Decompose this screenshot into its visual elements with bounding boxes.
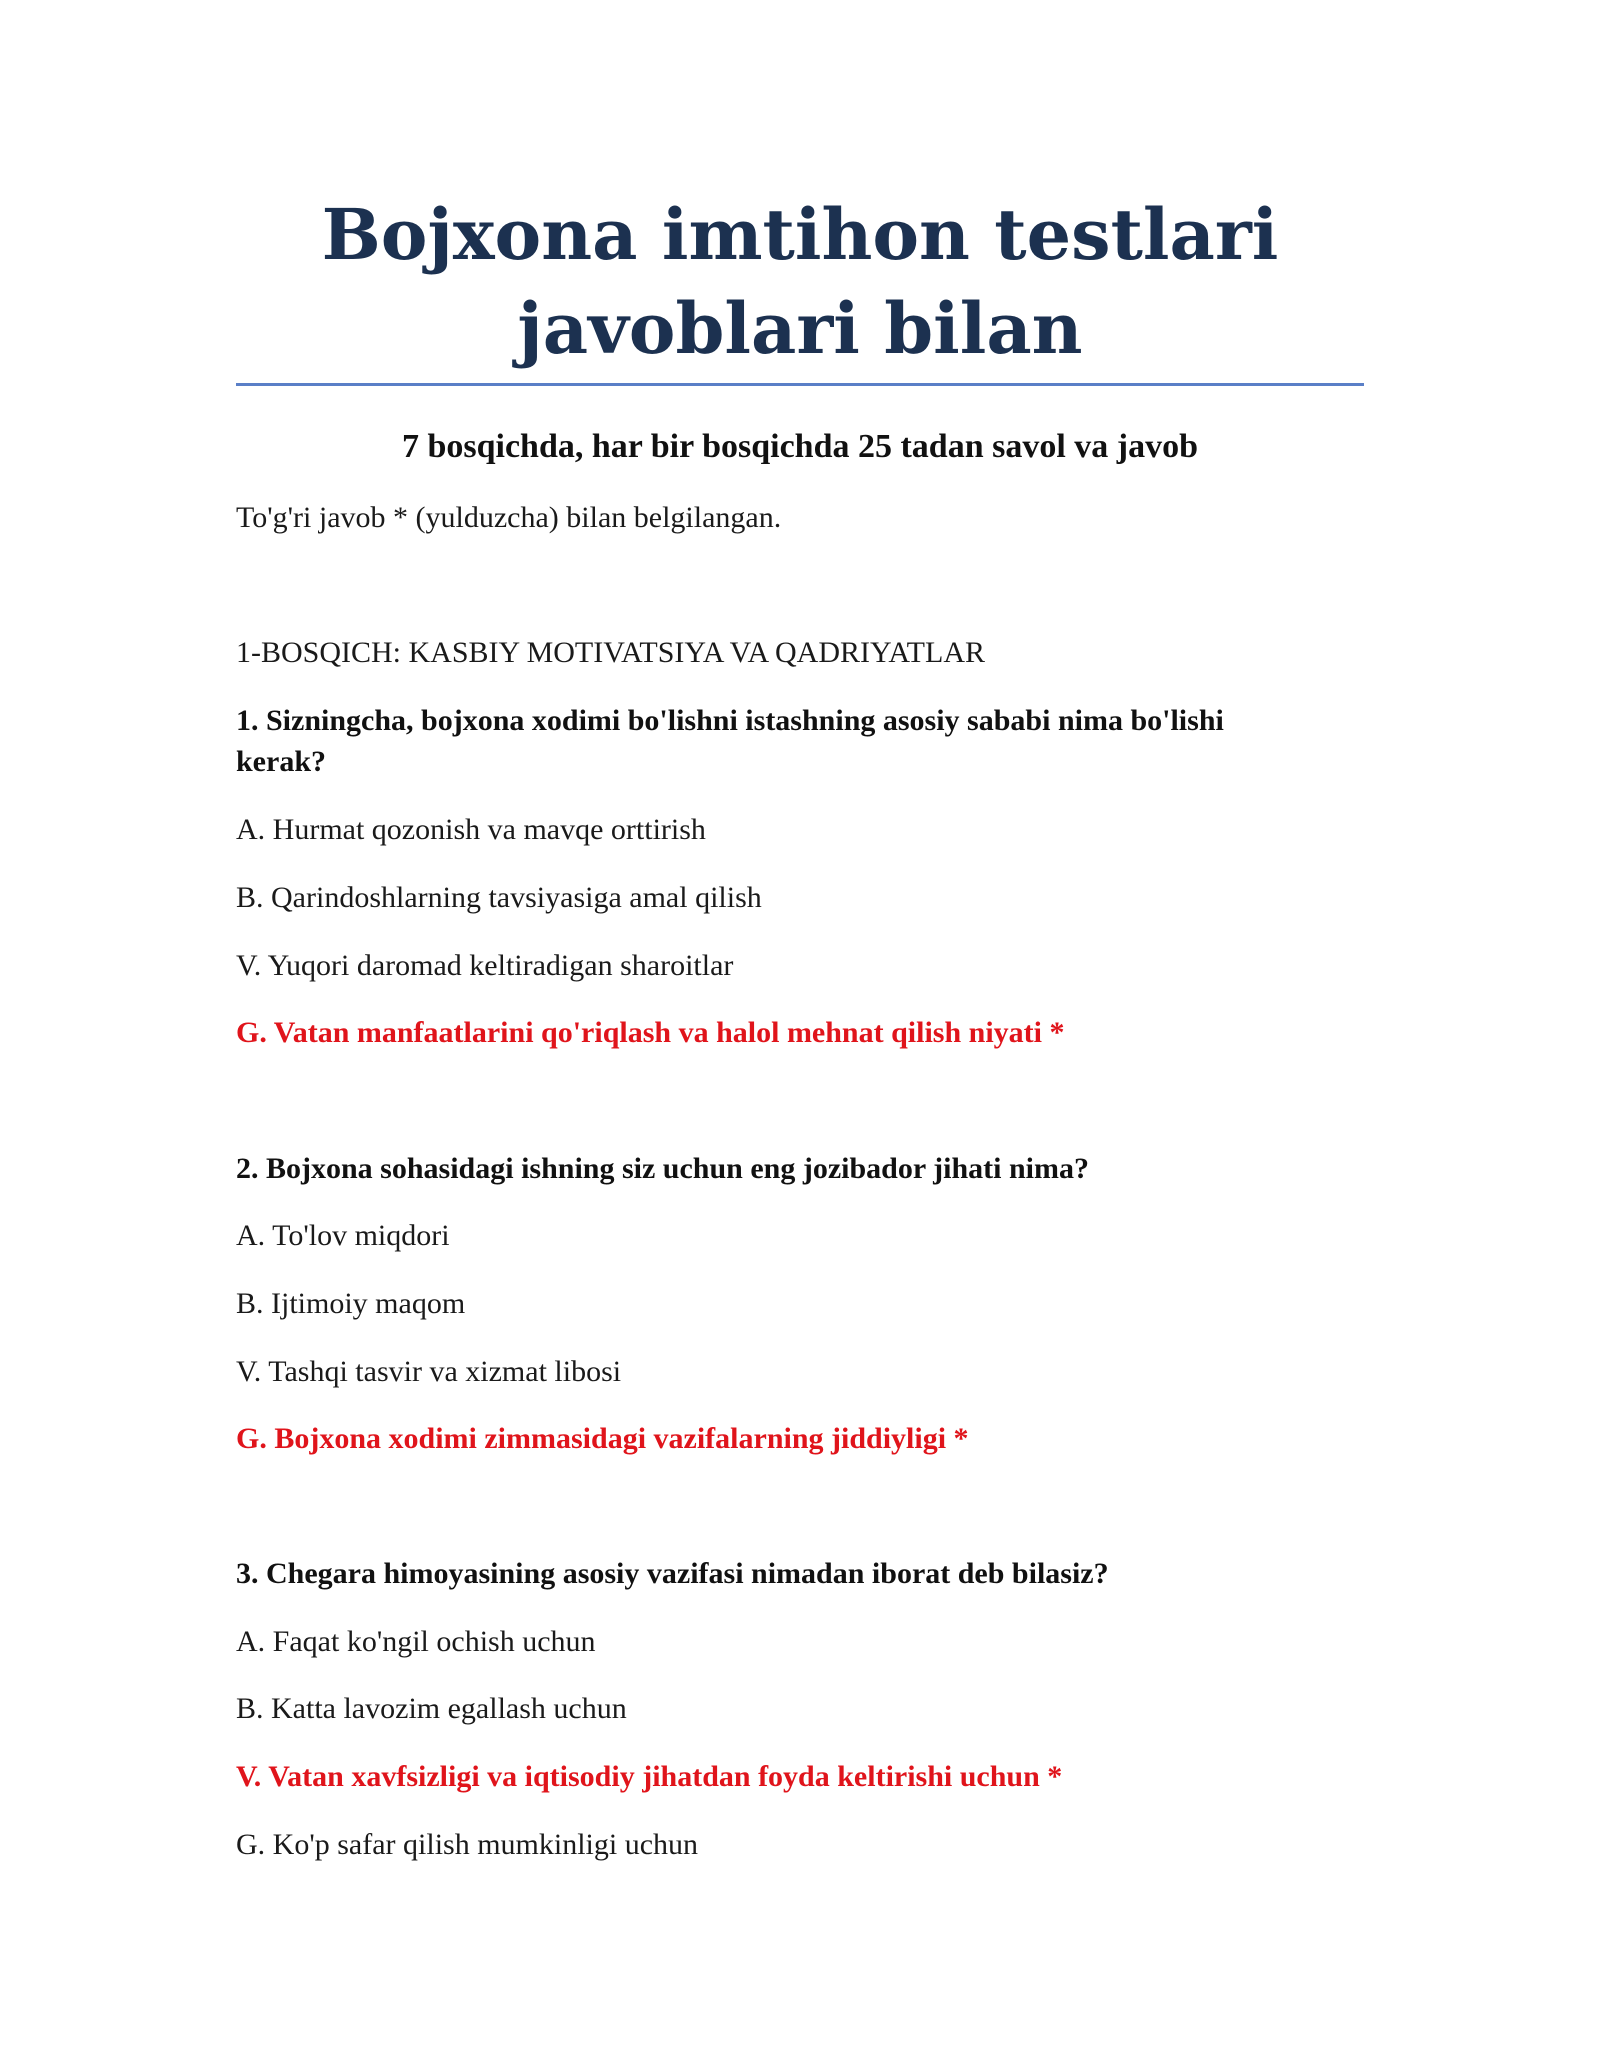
- question-3-option-b: B. Katta lavozim egallash uchun: [236, 1692, 627, 1725]
- question-1-option-g-correct: G. Vatan manfaatlarini qo'riqlash va halol mehnat qilish niyati *: [236, 1016, 1065, 1049]
- answer-key-note: To'g'ri javob * (yulduzcha) bilan belgilangan.: [236, 501, 782, 534]
- document-subtitle: 7 bosqichda, har bir bosqichda 25 tadan savol va javob: [401, 428, 1199, 465]
- question-3-option-v-correct: V. Vatan xavfsizligi va iqtisodiy jihatdan foyda keltirishi uchun *: [236, 1760, 1063, 1793]
- title-line-2: javoblari bilan: [517, 287, 1083, 370]
- question-3-option-a: A. Faqat ko'ngil ochish uchun: [236, 1625, 596, 1658]
- question-1-option-b: B. Qarindoshlarning tavsiyasiga amal qilish: [236, 881, 762, 914]
- question-2-option-b: B. Ijtimoiy maqom: [236, 1287, 466, 1320]
- question-1-option-v: V. Yuqori daromad keltiradigan sharoitlar: [236, 949, 734, 982]
- question-1-line-1: 1. Sizningcha, bojxona xodimi bo'lishni istashning asosiy sababi nima bo'lishi: [236, 704, 1224, 737]
- question-2-option-a: A. To'lov miqdori: [236, 1219, 450, 1252]
- question-2-option-v: V. Tashqi tasvir va xizmat libosi: [236, 1355, 622, 1388]
- question-1-option-a: A. Hurmat qozonish va mavqe orttirish: [236, 813, 706, 846]
- title-divider: [236, 383, 1364, 386]
- question-1: [236, 700, 1364, 782]
- question-2: 2. Bojxona sohasidagi ishning siz uchun eng jozibador jihati nima?: [236, 1152, 1089, 1185]
- section-heading: 1-BOSQICH: KASBIY MOTIVATSIYA VA QADRIYATLAR: [236, 636, 985, 669]
- question-2-option-g-correct: G. Bojxona xodimi zimmasidagi vazifalarning jiddiyligi *: [236, 1422, 969, 1455]
- question-1-line-2: kerak?: [236, 745, 326, 778]
- title-line-1: Bojxona imtihon testlari: [321, 193, 1279, 276]
- document-title: [236, 188, 1364, 376]
- question-3: 3. Chegara himoyasining asosiy vazifasi nimadan iborat deb bilasiz?: [236, 1557, 1109, 1590]
- question-3-option-g: G. Ko'p safar qilish mumkinligi uchun: [236, 1828, 699, 1861]
